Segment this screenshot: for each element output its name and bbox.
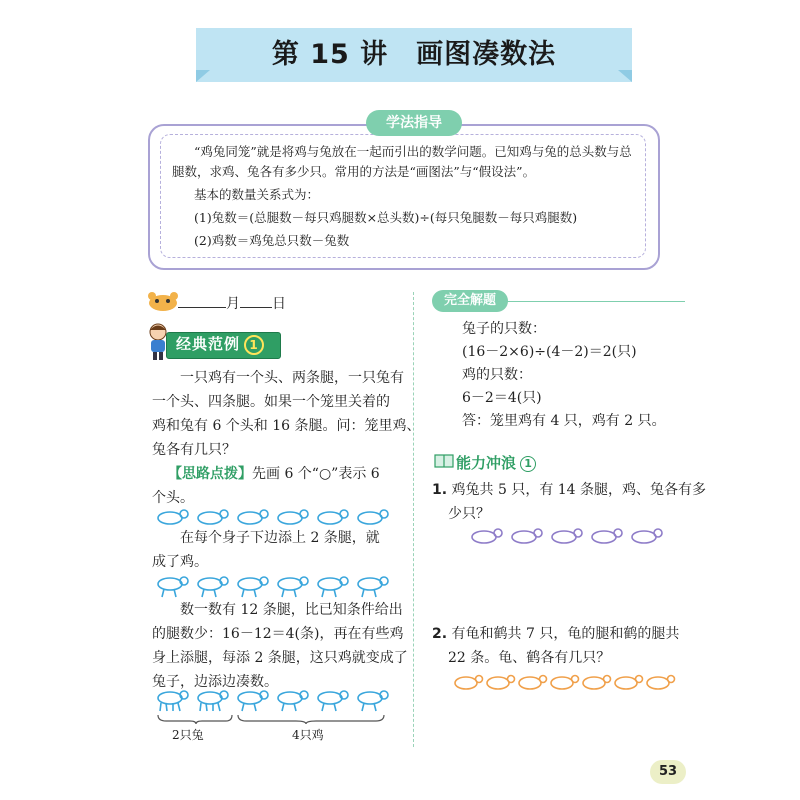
guide-line: 基本的数量关系式为：	[194, 187, 320, 202]
oval-icon	[583, 676, 611, 690]
oval-icon	[551, 676, 579, 690]
day-blank	[240, 293, 272, 308]
page-title: 第 15 讲 画图凑数法	[271, 39, 557, 70]
head-oval-icon	[318, 510, 348, 524]
practice-number: 1	[520, 456, 536, 472]
chicken-icon	[278, 691, 308, 711]
problem-line: 兔各有几只？	[152, 442, 236, 458]
hint-text: 先画 6 个“○”表示 6	[252, 466, 380, 482]
chicken-icon	[278, 577, 308, 597]
rabbit-icon	[198, 691, 228, 711]
question-number: 1.	[432, 482, 448, 498]
chicken-icon	[198, 577, 228, 597]
page-number: 53	[650, 760, 686, 784]
rabbit-brace	[158, 715, 232, 724]
solution-line: 鸡的只数：	[462, 367, 532, 383]
chicken-icon	[158, 577, 188, 597]
step2-text	[152, 526, 380, 574]
solution-line: 兔子的只数：	[462, 321, 546, 337]
question-line: 鸡兔共 5 只，有 14 条腿，鸡、兔各有多	[451, 482, 707, 498]
final-animals-row	[154, 690, 394, 724]
chicken-icon	[358, 691, 388, 711]
step3-line: 的腿数少：16－12＝4(条)，再在有些鸡	[152, 626, 404, 642]
example-problem	[152, 366, 421, 510]
question-line: 有龟和鹤共 7 只，龟的腿和鹤的腿共	[451, 626, 680, 642]
guide-line: (1)兔数＝(总腿数－每只鸡腿数×总头数)÷(每只兔腿数－每只鸡腿数)	[194, 210, 578, 225]
solution-line: 答：笼里鸡有 4 只，鸡有 2 只。	[462, 413, 666, 429]
guide-line: (2)鸡数＝鸡兔总只数－兔数	[194, 233, 350, 248]
example-number: 1	[244, 335, 264, 355]
q1-ovals-row	[468, 526, 668, 546]
problem-line: 鸡和兔有 6 个头和 16 条腿。问：笼里鸡、	[152, 418, 421, 434]
oval-icon	[472, 529, 502, 543]
chicken-icon	[318, 577, 348, 597]
oval-icon	[632, 529, 662, 543]
head-oval-icon	[278, 510, 308, 524]
date-field	[178, 293, 286, 313]
guide-line: 腿数，求鸡、兔各有多少只。常用的方法是“画图法”与“假设法”。	[172, 164, 536, 179]
chicken-brace	[238, 715, 384, 724]
step3-text	[152, 598, 408, 694]
chicken-icon	[238, 577, 268, 597]
question-1	[432, 478, 706, 526]
oval-icon	[647, 676, 675, 690]
chicken-icon	[238, 691, 268, 711]
chickens-row	[154, 576, 394, 598]
question-2	[432, 622, 679, 670]
month-blank	[178, 293, 226, 308]
solution-text	[462, 318, 666, 433]
oval-icon	[615, 676, 643, 690]
step3-line: 兔子，边添边凑数。	[152, 674, 278, 690]
oval-icon	[519, 676, 547, 690]
practice-title	[456, 452, 536, 473]
q2-ovals-row	[452, 672, 684, 692]
day-label: 日	[272, 296, 286, 312]
hint-line	[152, 462, 421, 486]
solution-line: (16－2×6)÷(4－2)＝2(只)	[462, 344, 637, 360]
step3-line: 身上添腿，每添 2 条腿，这只鸡就变成了	[152, 650, 408, 666]
hint-line-2: 个头。	[152, 490, 194, 506]
rabbit-count-label: 2只兔	[172, 728, 204, 742]
heads-oval-row	[154, 508, 394, 528]
oval-icon	[592, 529, 622, 543]
step2-line: 在每个身子下边添上 2 条腿，就	[180, 530, 380, 546]
step3-line: 数一数有 12 条腿，比已知条件给出	[180, 602, 403, 618]
step2-line: 成了鸡。	[152, 554, 208, 570]
oval-icon	[552, 529, 582, 543]
rabbit-icon	[158, 691, 188, 711]
head-oval-icon	[158, 510, 188, 524]
problem-line: 一只鸡有一个头、两条腿，一只兔有	[180, 370, 404, 386]
chicken-count-label: 4只鸡	[292, 728, 324, 742]
month-label: 月	[226, 296, 240, 312]
solution-label: 完全解题	[432, 290, 508, 312]
head-oval-icon	[198, 510, 228, 524]
solution-rule	[505, 301, 685, 302]
question-line: 少只？	[448, 506, 490, 522]
book-icon	[434, 453, 454, 469]
solution-line: 6－2＝4(只)	[462, 390, 542, 406]
column-divider	[413, 292, 414, 747]
oval-icon	[487, 676, 515, 690]
hint-label: 【思路点拨】	[168, 466, 252, 482]
head-oval-icon	[358, 510, 388, 524]
chicken-icon	[358, 577, 388, 597]
example-label: 经典范例	[176, 335, 241, 353]
problem-line: 一个头、四条腿。如果一个笼里关着的	[152, 394, 390, 410]
cartoon-creature-icon	[146, 290, 180, 312]
chicken-icon	[318, 691, 348, 711]
question-number: 2.	[432, 626, 448, 642]
question-line: 22 条。龟、鹤各有几只？	[448, 650, 611, 666]
guide-line: “鸡兔同笼”就是将鸡与兔放在一起而引出的数学问题。已知鸡与兔的总头数与总	[194, 144, 632, 159]
oval-icon	[512, 529, 542, 543]
practice-label: 能力冲浪	[456, 454, 517, 472]
head-oval-icon	[238, 510, 268, 524]
oval-icon	[455, 676, 483, 690]
example-title	[176, 332, 264, 357]
guide-label: 学法指导	[366, 110, 462, 136]
